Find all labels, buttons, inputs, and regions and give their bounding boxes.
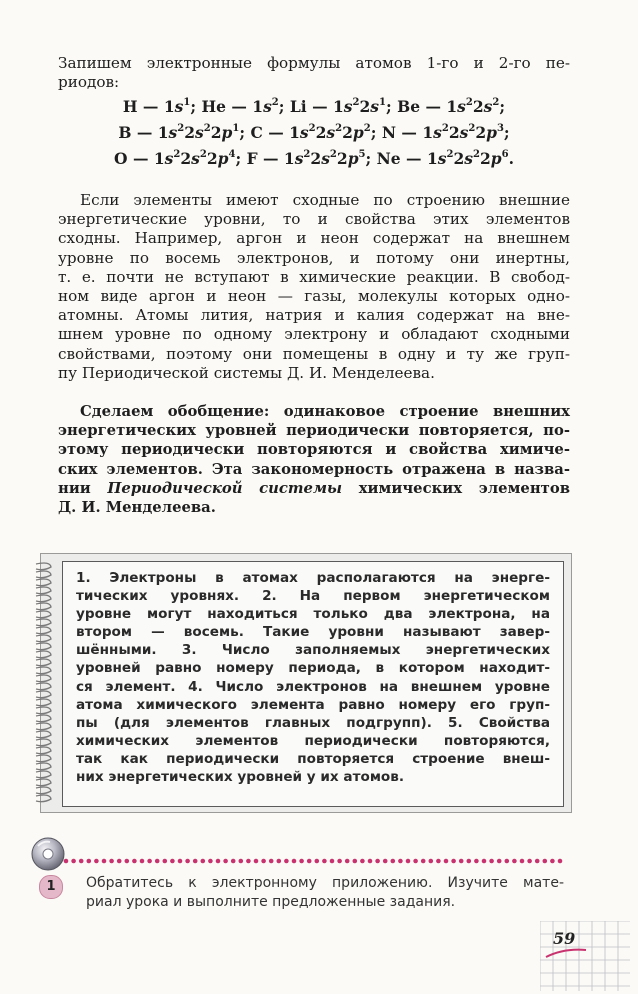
electron-configuration: $1s^2$ <box>252 96 279 116</box>
spiral-coil <box>36 587 51 594</box>
text-line <box>58 479 570 498</box>
periodic-system-term: Периодической системы <box>107 479 343 497</box>
formula-separator: ; <box>365 149 377 168</box>
spiral-coil <box>36 571 51 578</box>
summary-line: пы (для элементов главных подгрупп). 5. Свойства <box>76 714 550 731</box>
intro-paragraph <box>58 54 570 92</box>
separator-dot <box>406 859 411 864</box>
formula-dash: — <box>127 149 154 168</box>
task-line: риал урока и выполните предложенные задания. <box>86 893 456 910</box>
electron-configuration: $1s^1$ <box>163 96 191 116</box>
electron-configuration: $1s^22s^22p^1$ <box>157 122 240 142</box>
formula-dash: — <box>420 97 447 116</box>
electron-configuration: $1s^22s^22p^2$ <box>289 122 371 142</box>
spiral-coil <box>36 603 51 610</box>
page-number: 59 <box>553 929 576 948</box>
task-text <box>86 874 564 911</box>
separator-dot <box>132 859 137 864</box>
text-line: Если элементы имеют сходные по строению внешние <box>80 191 570 209</box>
separator-dot <box>375 859 380 864</box>
spiral-coil <box>36 723 51 730</box>
spiral-coil <box>36 635 51 642</box>
summary-line: шёнными. 3. Число заполняемых энергетических <box>76 642 550 659</box>
separator-dot <box>315 859 320 864</box>
dotted-separator <box>62 856 568 866</box>
separator-dot <box>170 859 175 864</box>
spiral-coil <box>36 779 51 786</box>
electron-configuration: $1s^22s^22p^4$ <box>153 148 236 168</box>
separator-dot <box>520 859 525 864</box>
separator-dot <box>550 859 555 864</box>
text-line: этому периодически повторяются и свойства химиче- <box>58 441 570 459</box>
separator-dot <box>246 859 251 864</box>
spiral-coil <box>36 563 51 570</box>
formula-separator: ; <box>190 97 202 116</box>
formula-dash: — <box>137 97 164 116</box>
spiral-coil <box>36 707 51 714</box>
text-line: т. е. почти не вступают в химические реакции. В свобод- <box>58 267 570 286</box>
page-number-underline <box>544 946 588 960</box>
summary-line: атома химического элемента равно номеру его груп- <box>76 696 550 713</box>
element-symbol: Li <box>289 97 307 116</box>
electron-configuration: $1s^22s^22p^5$ <box>283 148 366 168</box>
separator-dot <box>337 859 342 864</box>
text-line: Сделаем обобщение: одинаковое строение внешних <box>80 403 570 420</box>
text-line: уровне по восемь электронов, и потому они инертны, <box>58 248 570 267</box>
separator-dot <box>543 859 548 864</box>
separator-dot <box>216 859 221 864</box>
formula-dash: — <box>262 123 290 142</box>
formula-dash: — <box>396 123 423 142</box>
separator-dot <box>140 859 145 864</box>
spiral-coil <box>36 699 51 706</box>
spiral-coil <box>36 739 51 746</box>
spiral-coil <box>36 619 51 626</box>
separator-dot <box>261 859 266 864</box>
summary-line: тических уровнях. 2. На первом энергетическом <box>76 588 550 605</box>
separator-dot <box>64 859 69 864</box>
text-line: ских элементов. Эта закономерность отражена в назва- <box>58 460 570 478</box>
separator-dot <box>102 859 107 864</box>
element-symbol: He <box>201 97 226 116</box>
separator-dot <box>345 859 350 864</box>
separator-dot <box>239 859 244 864</box>
spiral-coil <box>36 651 51 658</box>
separator-dot <box>322 859 327 864</box>
separator-dot <box>368 859 373 864</box>
separator-dot <box>269 859 274 864</box>
summary-line: так как периодически повторяется строение внеш- <box>76 750 550 767</box>
separator-dot <box>421 859 426 864</box>
intro-line: риодов: <box>58 73 120 92</box>
text-line: Д. И. Менделеева. <box>58 499 216 517</box>
separator-dot <box>558 859 563 864</box>
separator-dot <box>535 859 540 864</box>
separator-dot <box>330 859 335 864</box>
separator-dot <box>117 859 122 864</box>
generalization-paragraph <box>58 402 570 517</box>
separator-dot <box>497 859 502 864</box>
spiral-coil <box>36 611 51 618</box>
separator-dot <box>383 859 388 864</box>
separator-dot <box>155 859 160 864</box>
separator-dot <box>109 859 114 864</box>
spiral-coil <box>36 747 51 754</box>
spiral-coil <box>36 763 51 770</box>
element-symbol: H <box>122 97 138 116</box>
spiral-coil <box>36 691 51 698</box>
text-line: энергетические уровни, то и свойства этих элементов <box>58 210 570 229</box>
formula-separator: ; <box>278 97 290 116</box>
formula-dash: — <box>306 97 333 116</box>
separator-dot <box>444 859 449 864</box>
spiral-coil <box>36 595 51 602</box>
separator-dot <box>467 859 472 864</box>
separator-dot <box>482 859 487 864</box>
spiral-coil <box>36 795 51 802</box>
separator-dot <box>163 859 168 864</box>
separator-dot <box>512 859 517 864</box>
separator-dot <box>505 859 510 864</box>
formula-line <box>58 120 570 146</box>
electron-configuration: $1s^22s^1$ <box>332 96 386 116</box>
separator-dot <box>79 859 84 864</box>
text-line: энергетических уровней периодически повторяется, по- <box>58 422 570 440</box>
separator-dot <box>254 859 259 864</box>
summary-line: 1. Электроны в атомах располагаются на энерге- <box>76 570 550 586</box>
summary-line: уровне могут находиться только два электрона, на <box>76 606 550 623</box>
separator-dot <box>94 859 99 864</box>
text-line: сходны. Например, аргон и неон содержат на внешнем <box>58 229 570 248</box>
separator-dot <box>147 859 152 864</box>
separator-dot <box>125 859 130 864</box>
element-symbol: C <box>250 123 263 142</box>
formula-separator: ; <box>503 123 510 142</box>
formula-separator: ; <box>235 149 247 168</box>
formula-dash: — <box>400 149 427 168</box>
text-line: атомны. Атомы лития, натрия и калия содержат на вне- <box>58 306 570 325</box>
spiral-coil <box>36 771 51 778</box>
separator-dot <box>459 859 464 864</box>
formula-dash: — <box>131 123 158 142</box>
spiral-coil <box>36 755 51 762</box>
separator-dot <box>201 859 206 864</box>
cd-disc-icon[interactable] <box>30 836 66 872</box>
spiral-coil <box>36 675 51 682</box>
spiral-coil <box>36 579 51 586</box>
text-run: нии <box>58 479 108 497</box>
summary-line: ся элемент. 4. Число электронов на внешнем уровне <box>76 678 550 695</box>
spiral-coil <box>36 787 51 794</box>
electron-configuration: $1s^22s^2$ <box>446 96 500 116</box>
electron-configuration: $1s^22s^22p^6$ <box>426 148 509 168</box>
summary-line: них энергетических уровней у их атомов. <box>76 769 405 786</box>
summary-line: уровней равно номеру периода, в котором находит- <box>76 660 550 677</box>
separator-dot <box>231 859 236 864</box>
text-line: ном виде аргон и неон — газы, молекулы которых одно- <box>58 287 570 306</box>
spiral-coil <box>36 643 51 650</box>
element-symbol: B <box>118 123 132 142</box>
separator-dot <box>436 859 441 864</box>
separator-dot <box>360 859 365 864</box>
separator-dot <box>71 859 76 864</box>
separator-dot <box>307 859 312 864</box>
spiral-binding-icon <box>32 560 54 808</box>
summary-line: химических элементов периодически повторяются, <box>76 732 550 749</box>
element-symbol: F <box>246 149 258 168</box>
intro-line: Запишем электронные формулы атомов 1-го и 2-го пе- <box>58 54 570 72</box>
paragraph-similar-levels <box>58 191 570 383</box>
separator-dot <box>413 859 418 864</box>
separator-dot <box>292 859 297 864</box>
element-symbol: Ne <box>376 149 401 168</box>
separator-dot <box>429 859 434 864</box>
separator-dot <box>87 859 92 864</box>
separator-dot <box>474 859 479 864</box>
separator-dot <box>208 859 213 864</box>
separator-dot <box>178 859 183 864</box>
spiral-coil <box>36 627 51 634</box>
separator-dot <box>527 859 532 864</box>
formula-separator: ; <box>499 97 506 116</box>
separator-dot <box>223 859 228 864</box>
formula-line <box>58 94 570 120</box>
spiral-coil <box>36 667 51 674</box>
separator-dot <box>193 859 198 864</box>
spiral-coil <box>36 715 51 722</box>
formula-dash: — <box>257 149 284 168</box>
formula-dash: — <box>225 97 253 116</box>
separator-dot <box>391 859 396 864</box>
separator-dot <box>277 859 282 864</box>
separator-dot <box>451 859 456 864</box>
text-line: пу Периодической системы Д. И. Менделеева. <box>58 363 435 382</box>
separator-dot <box>398 859 403 864</box>
formula-separator: ; <box>370 123 382 142</box>
formula-line <box>58 146 570 172</box>
formula-separator: ; <box>385 97 398 116</box>
task-number-badge: 1 <box>39 875 63 899</box>
text-run: химических элементов <box>342 479 570 497</box>
formula-separator: ; <box>239 123 251 142</box>
element-symbol: O <box>114 149 128 168</box>
electron-formulas <box>58 94 570 172</box>
element-symbol: N <box>381 123 397 142</box>
text-line: шнем уровне по одному электрону и обладают сходными <box>58 325 570 344</box>
formula-separator: . <box>508 149 514 168</box>
element-symbol: Be <box>397 97 421 116</box>
summary-line: втором — восемь. Такие уровни называют завер- <box>76 624 550 641</box>
task-line: Обратитесь к электронному приложению. Изучите мате- <box>86 875 564 891</box>
spiral-coil <box>36 731 51 738</box>
summary-text <box>76 569 550 786</box>
separator-dot <box>185 859 190 864</box>
separator-dot <box>284 859 289 864</box>
spiral-coil <box>36 683 51 690</box>
electron-configuration: $1s^22s^22p^3$ <box>422 122 504 142</box>
text-line: свойствами, поэтому они помещены в одну и ту же груп- <box>58 344 570 363</box>
separator-dot <box>299 859 304 864</box>
separator-dot <box>353 859 358 864</box>
spiral-coil <box>36 659 51 666</box>
separator-dot <box>489 859 494 864</box>
